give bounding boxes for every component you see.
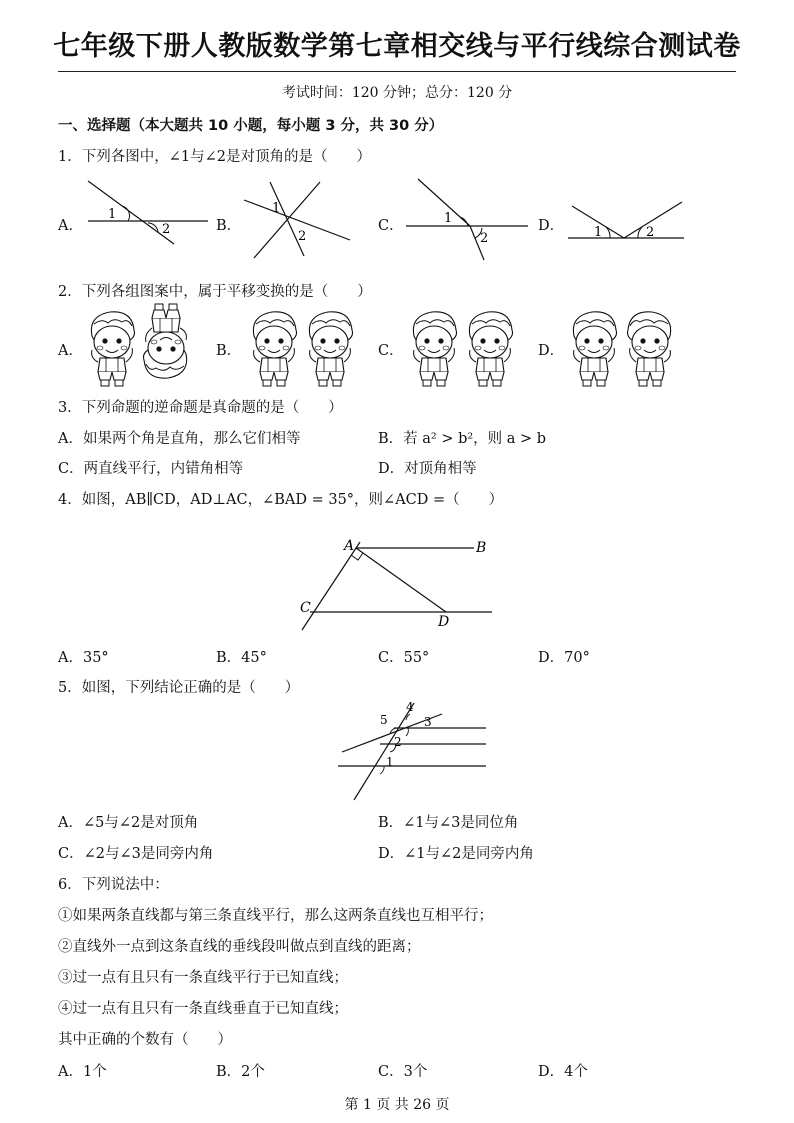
question-3-stem: 3．下列命题的逆命题是真命题的是（ ） <box>58 400 343 416</box>
q5-angle-3: 3 <box>424 715 432 729</box>
q3-option-c: C．两直线平行，内错角相等 <box>58 461 244 477</box>
q1-figure-b <box>240 178 352 260</box>
q6-option-a: A．1个 <box>58 1064 107 1080</box>
q4-point-d: D <box>438 614 450 630</box>
q1-figure-c <box>404 176 530 262</box>
q1d-label-2: 2 <box>646 225 655 240</box>
title-divider <box>58 71 736 72</box>
q1d-label-1: 1 <box>594 225 603 240</box>
q4-figure <box>296 532 502 634</box>
q5-option-d: D．∠1与∠2是同旁内角 <box>378 846 534 862</box>
q2-figure-b <box>244 302 360 390</box>
q3-option-d: D．对顶角相等 <box>378 461 477 477</box>
q3-option-b: B．若 a² > b²，则 a > b <box>378 431 547 447</box>
q4-point-b: B <box>476 540 487 556</box>
q6-option-d: D．4个 <box>538 1064 588 1080</box>
q2-option-d: D． <box>538 343 565 359</box>
q4-option-a: A．35° <box>58 650 109 666</box>
exam-meta: 考试时间：120 分钟；总分：120 分 <box>281 85 513 101</box>
page-title: 七年级下册人教版数学第七章相交线与平行线综合测试卷 <box>53 31 741 62</box>
q6-statement-1: ①如果两条直线都与第三条直线平行，那么这两条直线也互相平行； <box>58 908 493 924</box>
question-6-stem: 6．下列说法中： <box>58 877 169 893</box>
q5-option-c: C．∠2与∠3是同旁内角 <box>58 846 214 862</box>
question-1-stem: 1．下列各图中，∠1与∠2是对顶角的是（ ） <box>58 149 371 165</box>
q2-figure-d <box>564 302 680 390</box>
q6-option-b: B．2个 <box>216 1064 265 1080</box>
q3-option-a: A．如果两个角是直角，那么它们相等 <box>58 431 301 447</box>
q1-figure-d <box>566 196 688 244</box>
q6-option-c: C．3个 <box>378 1064 428 1080</box>
q6-ask: 其中正确的个数有（ ） <box>58 1032 232 1048</box>
q1-option-d: D． <box>538 218 565 234</box>
q4-point-c: C <box>300 600 311 616</box>
question-4-stem: 4．如图，AB∥CD，AD⊥AC，∠BAD = 35°，则∠ACD =（ ） <box>58 492 504 508</box>
q5-option-a: A．∠5与∠2是对顶角 <box>58 815 199 831</box>
page-footer: 第 1 页 共 26 页 <box>344 1097 450 1113</box>
q1a-label-2: 2 <box>162 222 171 237</box>
q1b-label-2: 2 <box>298 229 307 244</box>
q5-angle-4: 4 <box>406 700 414 714</box>
q1-option-a: A． <box>58 218 83 234</box>
q2-figure-c <box>404 302 520 390</box>
q1c-label-2: 2 <box>480 231 489 246</box>
q1-figure-a <box>84 178 212 248</box>
q2-option-b: B． <box>216 343 242 359</box>
q4-point-a: A <box>344 538 355 554</box>
q6-statement-2: ②直线外一点到这条直线的垂线段叫做点到直线的距离； <box>58 939 421 955</box>
q1-option-c: C． <box>378 218 404 234</box>
question-2-stem: 2．下列各组图案中，属于平移变换的是（ ） <box>58 284 372 300</box>
q4-option-d: D．70° <box>538 650 590 666</box>
q4-option-b: B．45° <box>216 650 267 666</box>
q5-figure <box>336 700 490 804</box>
q2-figure-a <box>82 302 198 390</box>
q5-angle-2: 2 <box>394 735 402 749</box>
q2-option-a: A． <box>58 343 83 359</box>
q1-option-b: B． <box>216 218 242 234</box>
section-heading: 一、选择题（本大题共 10 小题，每小题 3 分，共 30 分） <box>58 118 444 134</box>
q6-statement-4: ④过一点有且只有一条直线垂直于已知直线； <box>58 1001 348 1017</box>
q5-angle-1: 1 <box>386 755 394 769</box>
q1b-label-1: 1 <box>272 201 281 216</box>
q5-angle-5: 5 <box>380 713 388 727</box>
q2-option-c: C． <box>378 343 404 359</box>
q4-option-c: C．55° <box>378 650 430 666</box>
q6-statement-3: ③过一点有且只有一条直线平行于已知直线； <box>58 970 348 986</box>
question-5-stem: 5．如图，下列结论正确的是（ ） <box>58 680 300 696</box>
q1c-label-1: 1 <box>444 211 453 226</box>
q5-option-b: B．∠1与∠3是同位角 <box>378 815 519 831</box>
q1a-label-1: 1 <box>108 207 117 222</box>
